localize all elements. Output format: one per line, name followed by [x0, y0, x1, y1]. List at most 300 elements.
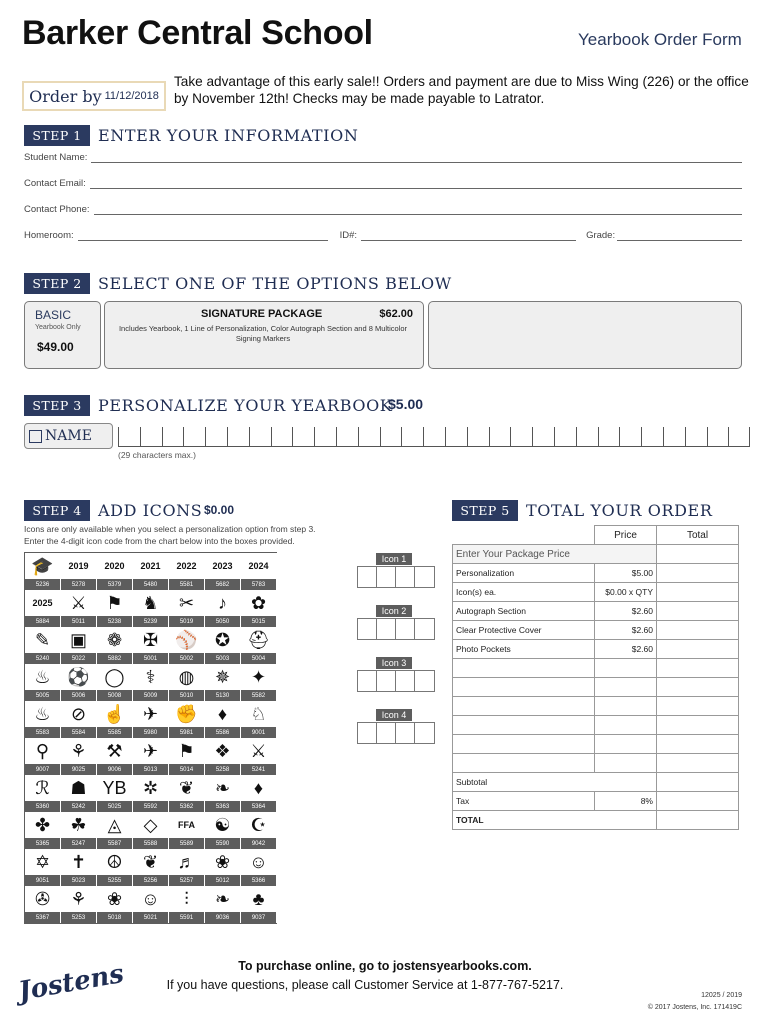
order-total-table	[452, 525, 739, 830]
icon-code: 9036	[205, 912, 240, 923]
icon-glyph: ♬	[169, 849, 204, 875]
icon-cell	[25, 664, 61, 701]
icon-code: 9051	[25, 875, 60, 886]
icon-cell	[169, 627, 205, 664]
icon-code: 5005	[25, 690, 60, 701]
icon-cell	[241, 590, 277, 627]
icon-glyph: ⚕	[133, 664, 168, 690]
icon-code: 5240	[25, 653, 60, 664]
icon-glyph: ◇	[133, 812, 168, 838]
icon-code: 5363	[205, 801, 240, 812]
step2-title: SELECT ONE OF THE OPTIONS BELOW	[98, 274, 452, 293]
icon-chart	[24, 552, 277, 924]
icon-code: 5009	[133, 690, 168, 701]
step4-desc1: Icons are only available when you select a personalization option from step 3.	[24, 524, 316, 534]
row-label: Personalization	[453, 564, 595, 583]
icon-slot-2-boxes[interactable]	[357, 618, 435, 640]
icon-code: 5980	[133, 727, 168, 738]
total-row	[453, 811, 739, 830]
icon-code: 5014	[169, 764, 204, 775]
icon-cell	[205, 738, 241, 775]
row-total[interactable]	[657, 564, 739, 583]
icon-cell	[169, 849, 205, 886]
icon-cell	[133, 812, 169, 849]
icon-code: 5023	[61, 875, 96, 886]
table-row-empty	[453, 678, 739, 697]
signature-price: $62.00	[379, 308, 413, 320]
icon-glyph: ❀	[205, 849, 240, 875]
icon-slot-1-boxes[interactable]	[357, 566, 435, 588]
icon-glyph: 20​19	[61, 553, 96, 579]
icon-code: 5588	[133, 838, 168, 849]
contact-phone-field[interactable]	[94, 204, 743, 215]
icon-glyph: ❦	[169, 775, 204, 801]
icon-cell	[97, 738, 133, 775]
icon-code: 5001	[133, 653, 168, 664]
icon-code: 5012	[205, 875, 240, 886]
icon-code: 5591	[169, 912, 204, 923]
icon-glyph: ⛑	[241, 627, 276, 653]
icon-glyph: ✠	[133, 627, 168, 653]
icon-code: 5236	[25, 579, 60, 590]
footer-copyright: © 2017 Jostens, Inc. 171419C	[647, 1004, 742, 1011]
icon-code: 5367	[25, 912, 60, 923]
icon-code: 5025	[97, 801, 132, 812]
table-row	[453, 583, 739, 602]
icon-glyph: ✂	[169, 590, 204, 616]
icon-cell	[61, 849, 97, 886]
icon-code: 5013	[133, 764, 168, 775]
icon-code: 5582	[241, 690, 276, 701]
icon-code: 5366	[241, 875, 276, 886]
order-by-box	[22, 81, 166, 111]
icon-cell	[205, 701, 241, 738]
icon-glyph: ☪	[241, 812, 276, 838]
step2-badge: STEP 2	[24, 273, 90, 294]
icon-glyph: ♨	[25, 664, 60, 690]
icon-code: 5008	[97, 690, 132, 701]
icon-cell	[61, 664, 97, 701]
option-basic[interactable]	[24, 301, 101, 369]
icon-cell	[241, 701, 277, 738]
sale-notice: Take advantage of this early sale!! Orders and payment are due to Miss Wing (226) or the office by November 12th! Checks may be made payable to Latrator.	[174, 74, 749, 106]
icon-glyph: ◯	[97, 664, 132, 690]
icon-cell	[25, 886, 61, 923]
icon-cell	[25, 590, 61, 627]
icon-code: 5480	[133, 579, 168, 590]
icon-glyph: ⚘	[61, 738, 96, 764]
total-value[interactable]	[657, 811, 739, 830]
icon-code: 5362	[169, 801, 204, 812]
contact-email-row	[24, 178, 742, 189]
row-price: $2.60	[595, 621, 657, 640]
table-row-empty	[453, 735, 739, 754]
name-checkbox[interactable]	[29, 430, 42, 443]
step1-badge: STEP 1	[24, 125, 90, 146]
option-signature-package[interactable]	[104, 301, 424, 369]
homeroom-field[interactable]	[78, 230, 328, 241]
icon-glyph: ⚘	[61, 886, 96, 912]
subtotal-value[interactable]	[657, 773, 739, 792]
row-price: $0.00 x QTY	[595, 583, 657, 602]
icon-code: 5050	[205, 616, 240, 627]
icon-cell	[25, 553, 61, 590]
icon-code: 5019	[169, 616, 204, 627]
icon-slot-3-label: Icon 3	[376, 657, 412, 669]
step4-price: $0.00	[204, 503, 235, 517]
icon-cell	[133, 886, 169, 923]
icon-slot-3-boxes[interactable]	[357, 670, 435, 692]
icon-cell	[205, 812, 241, 849]
table-row-empty	[453, 754, 739, 773]
icon-code: 5006	[61, 690, 96, 701]
icon-glyph: ✪	[205, 627, 240, 653]
icon-glyph: ☮	[97, 849, 132, 875]
icon-code: 5011	[61, 616, 96, 627]
icon-glyph: ❁	[97, 627, 132, 653]
row-label: Clear Protective Cover	[453, 621, 595, 640]
icon-code: 5592	[133, 801, 168, 812]
tax-rate: 8%	[595, 792, 657, 811]
icon-glyph: ☘	[61, 812, 96, 838]
icon-glyph: ✊	[169, 701, 204, 727]
icon-code: 5004	[241, 653, 276, 664]
footer-code: 12025 / 2019	[701, 992, 742, 999]
total-label: TOTAL	[453, 811, 657, 830]
student-name-field[interactable]	[91, 152, 742, 163]
id-field[interactable]	[361, 230, 576, 241]
icon-cell	[205, 849, 241, 886]
icon-slot-1-label: Icon 1	[376, 553, 412, 565]
icon-glyph: ▣	[61, 627, 96, 653]
icon-slot-1	[376, 553, 412, 565]
icon-cell	[61, 812, 97, 849]
icon-cell	[241, 812, 277, 849]
row-total[interactable]	[657, 621, 739, 640]
form-title: Yearbook Order Form	[578, 30, 742, 49]
icon-glyph: ☝	[97, 701, 132, 727]
package-price-total[interactable]	[657, 545, 739, 564]
step4-badge: STEP 4	[24, 500, 90, 521]
icon-glyph: ♪	[205, 590, 240, 616]
icon-code: 5379	[97, 579, 132, 590]
step4-title: ADD ICONS	[98, 501, 203, 520]
icon-code: 5884	[25, 616, 60, 627]
icon-code: 5022	[61, 653, 96, 664]
icon-cell	[97, 886, 133, 923]
icon-code: 5238	[97, 616, 132, 627]
icon-slot-4-boxes[interactable]	[357, 722, 435, 744]
icon-code: 5241	[241, 764, 276, 775]
icon-cell	[133, 664, 169, 701]
table-header-row	[453, 526, 739, 545]
icon-cell	[25, 775, 61, 812]
icon-cell	[61, 590, 97, 627]
subtotal-label: Subtotal	[453, 773, 657, 792]
icon-cell	[133, 590, 169, 627]
icon-cell	[61, 886, 97, 923]
icon-cell	[133, 775, 169, 812]
icon-code: 5783	[241, 579, 276, 590]
icon-cell	[61, 738, 97, 775]
icon-code: 5010	[169, 690, 204, 701]
icon-cell	[241, 886, 277, 923]
icon-cell	[61, 701, 97, 738]
icon-glyph: ✿	[241, 590, 276, 616]
icon-glyph: ✇	[25, 886, 60, 912]
table-row	[453, 640, 739, 659]
icon-cell	[241, 553, 277, 590]
step1-title: ENTER YOUR INFORMATION	[98, 126, 359, 145]
icon-cell	[205, 775, 241, 812]
icon-code: 5257	[169, 875, 204, 886]
icon-glyph: ♣	[241, 886, 276, 912]
icon-cell	[61, 627, 97, 664]
icon-glyph: ❦	[133, 849, 168, 875]
table-row-empty	[453, 716, 739, 735]
col-price: Price	[595, 526, 657, 545]
icon-glyph: ⚾	[169, 627, 204, 653]
table-row-empty	[453, 659, 739, 678]
name-character-boxes[interactable]	[118, 427, 750, 447]
icon-cell	[205, 627, 241, 664]
icon-glyph: 🎓	[25, 553, 60, 579]
row-total[interactable]	[657, 640, 739, 659]
icon-cell	[25, 812, 61, 849]
icon-glyph: ⫶	[169, 886, 204, 912]
icon-code: 9042	[241, 838, 276, 849]
icon-glyph: ✵	[205, 664, 240, 690]
icon-cell	[241, 627, 277, 664]
icon-code: 9025	[61, 764, 96, 775]
icon-cell	[205, 886, 241, 923]
icon-glyph: ☗	[61, 775, 96, 801]
step5-badge: STEP 5	[452, 500, 518, 521]
icon-glyph: ☺	[133, 886, 168, 912]
icon-cell	[97, 812, 133, 849]
icon-cell	[25, 701, 61, 738]
icon-glyph: ❀	[97, 886, 132, 912]
icon-code: 5278	[61, 579, 96, 590]
icon-code: 5365	[25, 838, 60, 849]
contact-email-label: Contact Email:	[24, 178, 86, 189]
icon-cell	[133, 553, 169, 590]
icon-code: 5002	[169, 653, 204, 664]
homeroom-row	[24, 230, 742, 241]
icon-cell	[97, 701, 133, 738]
icon-cell	[241, 775, 277, 812]
icon-glyph: ♘	[241, 701, 276, 727]
icon-glyph: FFA	[169, 812, 204, 838]
icon-code: 5581	[169, 579, 204, 590]
icon-slot-2	[376, 605, 412, 617]
step4-desc2: Enter the 4-digit icon code from the chart below into the boxes provided.	[24, 536, 295, 546]
order-by-date: 11/12/2018	[104, 90, 159, 102]
row-total[interactable]	[657, 602, 739, 621]
icon-glyph: ⚑	[169, 738, 204, 764]
icon-code: 5130	[205, 690, 240, 701]
icon-glyph: ⚔	[241, 738, 276, 764]
icon-cell	[97, 627, 133, 664]
icon-glyph: ♞	[133, 590, 168, 616]
contact-email-field[interactable]	[90, 178, 742, 189]
icon-code: 5247	[61, 838, 96, 849]
icon-glyph: ⚽	[61, 664, 96, 690]
icon-cell	[169, 553, 205, 590]
icon-glyph: ✡	[25, 849, 60, 875]
icon-glyph: ♨	[25, 701, 60, 727]
icon-glyph: ☯	[205, 812, 240, 838]
icon-code: 5682	[205, 579, 240, 590]
icon-glyph: ♦	[205, 701, 240, 727]
icon-code: 5882	[97, 653, 132, 664]
icon-code: 9001	[241, 727, 276, 738]
icon-cell	[133, 849, 169, 886]
icon-code: 9007	[25, 764, 60, 775]
icon-glyph: ⊘	[61, 701, 96, 727]
option-empty[interactable]	[428, 301, 742, 369]
footer-online: To purchase online, go to jostensyearbooks.com.	[238, 959, 532, 973]
signature-name: SIGNATURE PACKAGE	[201, 308, 323, 320]
icon-code: 5584	[61, 727, 96, 738]
icon-code: 5253	[61, 912, 96, 923]
icon-cell	[25, 849, 61, 886]
icon-cell	[241, 738, 277, 775]
order-by-label: Order by	[29, 86, 102, 106]
icon-code: 5256	[133, 875, 168, 886]
icon-glyph: ✲	[133, 775, 168, 801]
name-hint: (29 characters max.)	[118, 450, 196, 460]
basic-price: $49.00	[37, 340, 74, 354]
table-row-empty	[453, 697, 739, 716]
icon-glyph: ⚒	[97, 738, 132, 764]
tax-label: Tax	[453, 792, 595, 811]
icon-glyph: 20​24	[241, 553, 276, 579]
icon-cell	[61, 553, 97, 590]
name-option[interactable]	[24, 423, 113, 449]
icon-glyph: 20​22	[169, 553, 204, 579]
icon-code: 5589	[169, 838, 204, 849]
icon-cell	[169, 590, 205, 627]
icon-slot-4-label: Icon 4	[376, 709, 412, 721]
icon-code: 5242	[61, 801, 96, 812]
step3-title: PERSONALIZE YOUR YEARBOOK	[98, 396, 393, 415]
footer-questions: If you have questions, please call Customer Service at 1-877-767-5217.	[166, 978, 564, 992]
icon-glyph: 20​23	[205, 553, 240, 579]
icon-code: 5585	[97, 727, 132, 738]
icon-code: 5590	[205, 838, 240, 849]
icon-cell	[97, 590, 133, 627]
icon-code: 9006	[97, 764, 132, 775]
package-price-label: Enter Your Package Price	[453, 545, 657, 564]
grade-field[interactable]	[617, 230, 742, 241]
icon-cell	[169, 701, 205, 738]
icon-cell	[205, 664, 241, 701]
contact-phone-row	[24, 204, 742, 215]
icon-slot-2-label: Icon 2	[376, 605, 412, 617]
icon-glyph: ❧	[205, 886, 240, 912]
row-total[interactable]	[657, 583, 739, 602]
icon-glyph: ✈	[133, 738, 168, 764]
icon-glyph: 20​21	[133, 553, 168, 579]
icon-glyph: 20​25	[25, 590, 60, 616]
table-row	[453, 564, 739, 583]
icon-glyph: ✎	[25, 627, 60, 653]
icon-code: 5021	[133, 912, 168, 923]
icon-code: 9037	[241, 912, 276, 923]
basic-name: BASIC	[35, 308, 72, 322]
row-price: $2.60	[595, 602, 657, 621]
icon-cell	[169, 775, 205, 812]
row-label: Autograph Section	[453, 602, 595, 621]
icon-glyph: ✦	[241, 664, 276, 690]
icon-code: 5364	[241, 801, 276, 812]
step5-title: TOTAL YOUR ORDER	[526, 501, 713, 520]
icon-cell	[61, 775, 97, 812]
icon-code: 5360	[25, 801, 60, 812]
icon-cell	[241, 849, 277, 886]
icon-code: 5583	[25, 727, 60, 738]
icon-cell	[205, 590, 241, 627]
tax-row	[453, 792, 739, 811]
icon-cell	[97, 553, 133, 590]
icon-code: 5258	[205, 764, 240, 775]
student-name-label: Student Name:	[24, 152, 88, 163]
icon-glyph: ◍	[169, 664, 204, 690]
icon-cell	[97, 849, 133, 886]
icon-cell	[133, 738, 169, 775]
icon-glyph: ❧	[205, 775, 240, 801]
icon-cell	[205, 553, 241, 590]
icon-glyph: ❖	[205, 738, 240, 764]
grade-label: Grade:	[586, 230, 616, 241]
icon-glyph: 20​20	[97, 553, 132, 579]
icon-cell	[133, 701, 169, 738]
icon-slot-4	[376, 709, 412, 721]
icon-cell	[169, 664, 205, 701]
tax-value[interactable]	[657, 792, 739, 811]
icon-cell	[97, 775, 133, 812]
icon-cell	[169, 738, 205, 775]
homeroom-label: Homeroom:	[24, 230, 74, 241]
icon-code: 5239	[133, 616, 168, 627]
icon-glyph: ✝	[61, 849, 96, 875]
icon-glyph: ⚑	[97, 590, 132, 616]
step3-badge: STEP 3	[24, 395, 90, 416]
jostens-logo: Jostens	[16, 958, 127, 1008]
table-row	[453, 621, 739, 640]
icon-glyph: ◬	[97, 812, 132, 838]
icon-code: 5255	[97, 875, 132, 886]
icon-glyph: ☺	[241, 849, 276, 875]
name-label: NAME	[45, 428, 92, 444]
row-label: Icon(s) ea.	[453, 583, 595, 602]
student-name-row	[24, 152, 742, 163]
icon-code: 5003	[205, 653, 240, 664]
basic-sub: Yearbook Only	[35, 324, 81, 331]
icon-cell	[133, 627, 169, 664]
icon-code: 5018	[97, 912, 132, 923]
icon-code: 5015	[241, 616, 276, 627]
icon-glyph: ✤	[25, 812, 60, 838]
contact-phone-label: Contact Phone:	[24, 204, 90, 215]
icon-cell	[25, 627, 61, 664]
icon-cell	[169, 812, 205, 849]
icon-cell	[241, 664, 277, 701]
id-label: ID#:	[339, 230, 358, 241]
row-price: $2.60	[595, 640, 657, 659]
table-row	[453, 602, 739, 621]
